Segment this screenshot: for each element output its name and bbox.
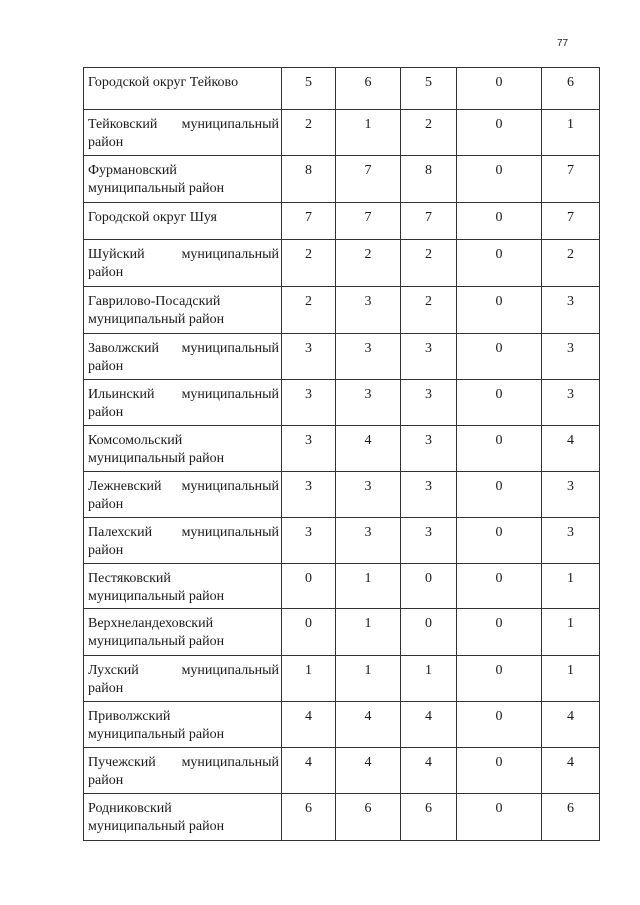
value-cell-col2: 7 — [336, 156, 401, 203]
municipality-name-line1: Городской округ Шуя — [88, 210, 217, 225]
municipality-name-line1: Приволжский — [88, 709, 171, 724]
municipality-name-line2: район — [88, 359, 124, 374]
municipality-name-line1: Ильинский муниципальный — [88, 387, 279, 402]
value-cell-col3: 3 — [401, 334, 457, 380]
value-cell-col2: 3 — [336, 287, 401, 334]
value-cell-col4: 0 — [457, 240, 542, 287]
value-cell-col5: 2 — [542, 240, 600, 287]
value-cell-col4: 0 — [457, 518, 542, 564]
municipality-name-cell — [84, 656, 282, 702]
municipality-name-line1: Фурмановский — [88, 163, 177, 178]
value-cell-col1: 6 — [282, 794, 336, 841]
municipality-name-cell — [84, 203, 282, 240]
value-cell-col1: 0 — [282, 609, 336, 656]
value-cell-col4: 0 — [457, 609, 542, 656]
table-row — [84, 702, 600, 748]
value-cell-col5: 1 — [542, 656, 600, 702]
municipality-name-line1: Родниковский — [88, 801, 172, 816]
value-cell-col3: 0 — [401, 609, 457, 656]
value-cell-col3: 4 — [401, 702, 457, 748]
value-cell-col5: 7 — [542, 203, 600, 240]
municipality-name-cell — [84, 609, 282, 656]
value-cell-col1: 1 — [282, 656, 336, 702]
municipality-name-cell — [84, 472, 282, 518]
value-cell-col3: 2 — [401, 240, 457, 287]
value-cell-col1: 4 — [282, 748, 336, 794]
municipality-name-line2: муниципальный район — [88, 181, 225, 196]
value-cell-col2: 4 — [336, 748, 401, 794]
value-cell-col3: 3 — [401, 380, 457, 426]
value-cell-col4: 0 — [457, 656, 542, 702]
value-cell-col1: 2 — [282, 240, 336, 287]
municipality-name-line1: Городской округ Тейково — [88, 75, 239, 90]
table-body — [84, 68, 600, 841]
value-cell-col5: 1 — [542, 609, 600, 656]
value-cell-col1: 7 — [282, 203, 336, 240]
value-cell-col5: 4 — [542, 702, 600, 748]
value-cell-col1: 3 — [282, 518, 336, 564]
value-cell-col2: 4 — [336, 426, 401, 472]
municipality-name-line2: муниципальный район — [88, 312, 225, 327]
value-cell-col2: 4 — [336, 702, 401, 748]
value-cell-col3: 5 — [401, 68, 457, 110]
value-cell-col5: 6 — [542, 794, 600, 841]
value-cell-col5: 7 — [542, 156, 600, 203]
value-cell-col5: 3 — [542, 287, 600, 334]
municipality-name-cell — [84, 240, 282, 287]
table-row — [84, 240, 600, 287]
value-cell-col1: 3 — [282, 472, 336, 518]
value-cell-col3: 3 — [401, 472, 457, 518]
table-row — [84, 609, 600, 656]
municipality-name-line1: Пучежский муниципальный — [88, 755, 279, 770]
municipality-name-cell — [84, 702, 282, 748]
value-cell-col1: 3 — [282, 380, 336, 426]
municipality-name-cell — [84, 748, 282, 794]
municipality-name-cell — [84, 110, 282, 156]
value-cell-col3: 0 — [401, 564, 457, 609]
value-cell-col2: 1 — [336, 609, 401, 656]
municipality-name-cell — [84, 287, 282, 334]
value-cell-col5: 4 — [542, 748, 600, 794]
municipality-name-line1: Верхнеландеховский — [88, 616, 214, 631]
value-cell-col4: 0 — [457, 426, 542, 472]
value-cell-col2: 6 — [336, 68, 401, 110]
municipality-name-line2: муниципальный район — [88, 634, 225, 649]
municipality-name-line2: муниципальный район — [88, 589, 225, 604]
table-row — [84, 287, 600, 334]
municipality-name-line1: Тейковский муниципальный — [88, 117, 279, 132]
municipality-name-line1: Палехский муниципальный — [88, 525, 279, 540]
table-row — [84, 68, 600, 110]
value-cell-col3: 6 — [401, 794, 457, 841]
municipality-name-line1: Пестяковский — [88, 571, 171, 586]
value-cell-col2: 1 — [336, 564, 401, 609]
value-cell-col1: 0 — [282, 564, 336, 609]
value-cell-col1: 5 — [282, 68, 336, 110]
value-cell-col5: 3 — [542, 380, 600, 426]
value-cell-col5: 1 — [542, 564, 600, 609]
value-cell-col3: 2 — [401, 287, 457, 334]
table-row — [84, 156, 600, 203]
municipality-name-line2: район — [88, 265, 124, 280]
value-cell-col4: 0 — [457, 380, 542, 426]
value-cell-col1: 2 — [282, 110, 336, 156]
table-row — [84, 748, 600, 794]
municipality-name-line2: район — [88, 405, 124, 420]
value-cell-col4: 0 — [457, 702, 542, 748]
value-cell-col4: 0 — [457, 472, 542, 518]
table-row — [84, 110, 600, 156]
value-cell-col2: 2 — [336, 240, 401, 287]
value-cell-col4: 0 — [457, 287, 542, 334]
value-cell-col4: 0 — [457, 203, 542, 240]
value-cell-col4: 0 — [457, 334, 542, 380]
municipality-name-cell — [84, 794, 282, 841]
municipality-name-line2: муниципальный район — [88, 727, 225, 742]
municipality-table — [83, 67, 600, 841]
value-cell-col3: 1 — [401, 656, 457, 702]
municipality-name-line2: муниципальный район — [88, 451, 225, 466]
value-cell-col2: 1 — [336, 110, 401, 156]
municipality-name-cell — [84, 426, 282, 472]
municipality-name-cell — [84, 156, 282, 203]
value-cell-col3: 2 — [401, 110, 457, 156]
municipality-name-line1: Лухский муниципальный — [88, 663, 279, 678]
municipality-name-cell — [84, 68, 282, 110]
value-cell-col5: 3 — [542, 518, 600, 564]
table-row — [84, 794, 600, 841]
value-cell-col4: 0 — [457, 748, 542, 794]
municipality-name-line1: Лежневский муниципальный — [88, 479, 279, 494]
municipality-name-line1: Заволжский муниципальный — [88, 341, 279, 356]
value-cell-col3: 3 — [401, 426, 457, 472]
municipality-name-line2: район — [88, 497, 124, 512]
value-cell-col2: 3 — [336, 518, 401, 564]
municipality-name-cell — [84, 380, 282, 426]
value-cell-col4: 0 — [457, 794, 542, 841]
value-cell-col4: 0 — [457, 156, 542, 203]
municipality-name-line2: район — [88, 681, 124, 696]
page-number: 77 — [557, 38, 569, 49]
value-cell-col3: 8 — [401, 156, 457, 203]
value-cell-col1: 3 — [282, 426, 336, 472]
value-cell-col1: 2 — [282, 287, 336, 334]
table-row — [84, 426, 600, 472]
table-row — [84, 518, 600, 564]
value-cell-col3: 4 — [401, 748, 457, 794]
value-cell-col1: 8 — [282, 156, 336, 203]
table-row — [84, 564, 600, 609]
municipality-name-line2: район — [88, 135, 124, 150]
value-cell-col4: 0 — [457, 110, 542, 156]
municipality-name-line2: район — [88, 543, 124, 558]
value-cell-col5: 4 — [542, 426, 600, 472]
value-cell-col3: 7 — [401, 203, 457, 240]
table-row — [84, 203, 600, 240]
value-cell-col4: 0 — [457, 68, 542, 110]
municipality-name-line2: район — [88, 773, 124, 788]
value-cell-col2: 3 — [336, 472, 401, 518]
value-cell-col4: 0 — [457, 564, 542, 609]
value-cell-col5: 3 — [542, 334, 600, 380]
municipality-name-line1: Гаврилово-Посадский — [88, 294, 221, 309]
value-cell-col1: 3 — [282, 334, 336, 380]
value-cell-col5: 3 — [542, 472, 600, 518]
municipality-name-cell — [84, 518, 282, 564]
municipality-name-line1: Шуйский муниципальный — [88, 247, 279, 262]
table-row — [84, 380, 600, 426]
table-row — [84, 656, 600, 702]
value-cell-col2: 3 — [336, 334, 401, 380]
value-cell-col2: 6 — [336, 794, 401, 841]
value-cell-col1: 4 — [282, 702, 336, 748]
value-cell-col2: 1 — [336, 656, 401, 702]
municipality-name-line1: Комсомольский — [88, 433, 183, 448]
value-cell-col2: 3 — [336, 380, 401, 426]
table-row — [84, 334, 600, 380]
value-cell-col2: 7 — [336, 203, 401, 240]
municipality-name-cell — [84, 564, 282, 609]
municipality-name-line2: муниципальный район — [88, 819, 225, 834]
value-cell-col5: 1 — [542, 110, 600, 156]
municipality-name-cell — [84, 334, 282, 380]
value-cell-col5: 6 — [542, 68, 600, 110]
value-cell-col3: 3 — [401, 518, 457, 564]
table-row — [84, 472, 600, 518]
